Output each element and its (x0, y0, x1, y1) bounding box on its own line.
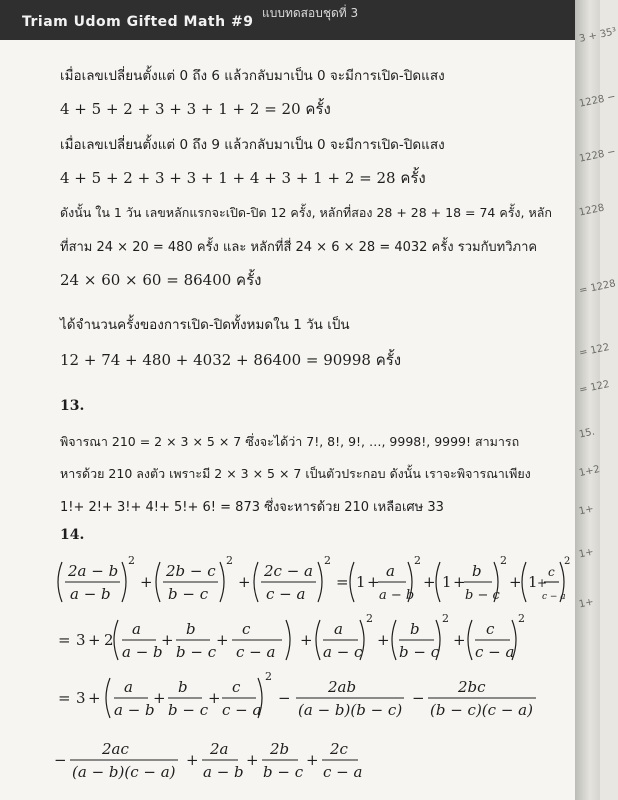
numerator: b (410, 620, 420, 638)
plus-sign: + (377, 631, 390, 649)
exponent: 2 (265, 670, 272, 683)
text-line: ที่สาม 24 × 20 = 480 ครั้ง และ หลักที่สี่ 24 × 6 × 28 = 4032 ครั้ง รวมกับทวิภาค (60, 240, 538, 255)
text-line: หารด้วย 210 ลงตัว เพราะมี 2 × 3 × 5 × 7 เป็นตัวประกอบ ดังนั้น เราจะพิจารณาเพียง (60, 466, 531, 481)
numerator: c (486, 620, 495, 638)
equation-row-2 (50, 610, 570, 670)
denominator: c − a (222, 701, 262, 719)
plus-sign: + (300, 631, 313, 649)
denominator: c − a (542, 592, 566, 602)
plus-sign: + (161, 631, 174, 649)
exponent: 2 (564, 556, 571, 567)
denominator: (a − b)(c − a) (72, 763, 176, 781)
denominator: c − a (236, 643, 276, 661)
plus-sign: + (216, 631, 229, 649)
denominator: c − a (475, 643, 515, 661)
page-header (0, 0, 575, 40)
denominator: b − c (399, 643, 440, 661)
denominator: (a − b)(b − c) (298, 701, 403, 719)
three: 3 (76, 631, 86, 649)
equation-row-3 (50, 668, 570, 728)
equals-sign: = (336, 573, 349, 591)
two: 2 (104, 631, 114, 649)
page-fragment: 1+ (578, 596, 595, 611)
text-line: เมื่อเลขเปลี่ยนตั้งแต่ 0 ถึง 9 แล้วกลับมาเป็น 0 จะมีการเปิด-ปิดแสง (60, 137, 445, 153)
three: 3 (76, 689, 86, 707)
page-fragment: 15. (578, 426, 596, 441)
exponent: 2 (324, 554, 331, 567)
numerator: c (232, 678, 241, 696)
text-line: ดังนั้น ใน 1 วัน เลขหลักแรกจะเปิด-ปิด 12 ครั้ง, หลักที่สอง 28 + 28 + 18 = 74 ครั้ง, หลัก (60, 205, 552, 220)
denominator: (b − c)(c − a) (430, 701, 533, 719)
numerator: 2b − c (166, 562, 216, 580)
exponent: 2 (366, 612, 373, 625)
page-fragment: 1+ (578, 503, 595, 518)
numerator: c (242, 620, 251, 638)
text-line: ได้จำนวนครั้งของการเปิด-ปิดทั้งหมดใน 1 วัน เป็น (60, 317, 350, 333)
plus-sign: + (453, 573, 466, 591)
plus-sign: + (246, 751, 259, 769)
exponent: 2 (500, 554, 507, 567)
numerator: 2ab (328, 678, 357, 696)
plus-sign: + (537, 576, 548, 590)
page-fragment: 1+ (578, 546, 595, 561)
page-fragment: = 122 (578, 341, 611, 360)
one: 1 (528, 573, 538, 591)
denominator: c − a (323, 763, 363, 781)
denominator: a − c (323, 643, 363, 661)
page-fragment: 1+2 (578, 463, 602, 480)
numerator: a (386, 562, 395, 580)
problem-number-14: 14. (60, 527, 85, 543)
plus-sign: + (153, 689, 166, 707)
numerator: a (132, 620, 141, 638)
numerator: 2a (210, 740, 229, 758)
denominator: c − a (266, 585, 306, 603)
equation-line: 4 + 5 + 2 + 3 + 3 + 1 + 4 + 3 + 1 + 2 = 28 ครั้ง (60, 169, 426, 187)
exponent: 2 (414, 554, 421, 567)
plus-sign: + (453, 631, 466, 649)
numerator: 2c − a (264, 562, 313, 580)
denominator: a − b (379, 588, 415, 603)
denominator: a − b (114, 701, 155, 719)
equation-line: 12 + 74 + 480 + 4032 + 86400 = 90998 ครั้ง (60, 351, 402, 369)
minus-sign: − (278, 689, 291, 707)
exponent: 2 (518, 612, 525, 625)
equals-sign: = (58, 689, 71, 707)
denominator: a − b (70, 585, 111, 603)
book-title: Triam Udom Gifted Math #9 (22, 14, 254, 30)
plus-sign: + (88, 689, 101, 707)
exponent: 2 (226, 554, 233, 567)
exponent: 2 (128, 554, 135, 567)
numerator: a (334, 620, 343, 638)
equation-row-1 (50, 552, 570, 612)
plus-sign: + (186, 751, 199, 769)
plus-sign: + (208, 689, 221, 707)
page-fragment: = 122 (578, 378, 611, 397)
denominator: b − c (176, 643, 217, 661)
minus-sign: − (412, 689, 425, 707)
exponent: 2 (442, 612, 449, 625)
plus-sign: + (306, 751, 319, 769)
one: 1 (442, 573, 452, 591)
numerator: 2c (330, 740, 348, 758)
equation-row-4 (50, 730, 570, 790)
page-fragment: 1228 − (578, 91, 617, 110)
page-fragment: 1228 (578, 202, 606, 219)
numerator: a (124, 678, 133, 696)
denominator: a − b (203, 763, 244, 781)
plus-sign: + (238, 573, 251, 591)
adjacent-page-edge (575, 0, 618, 800)
one: 1 (356, 573, 366, 591)
numerator: b (178, 678, 188, 696)
numerator: 2b (270, 740, 290, 758)
page-fragment: 1228 − (578, 146, 617, 165)
text-line: 1!+ 2!+ 3!+ 4!+ 5!+ 6! = 873 ซึ่งจะหารด้วย 210 เหลือเศษ 33 (60, 500, 444, 515)
page-fragment: = 1228 (578, 278, 617, 297)
numerator: b (472, 562, 482, 580)
plus-sign: + (423, 573, 436, 591)
equation-line: 24 × 60 × 60 = 86400 ครั้ง (60, 271, 262, 289)
text-line: เมื่อเลขเปลี่ยนตั้งแต่ 0 ถึง 6 แล้วกลับมาเป็น 0 จะมีการเปิด-ปิดแสง (60, 68, 445, 84)
plus-sign: + (509, 573, 522, 591)
numerator: 2bc (458, 678, 486, 696)
numerator: 2a − b (68, 562, 119, 580)
denominator: b − c (168, 701, 209, 719)
text-line: พิจารณา 210 = 2 × 3 × 5 × 7 ซึ่งจะได้ว่า 7!, 8!, 9!, …, 9998!, 9999! สามารถ (60, 434, 520, 449)
denominator: a − b (122, 643, 163, 661)
numerator: c (548, 565, 555, 579)
numerator: 2ac (102, 740, 129, 758)
plus-sign: + (140, 573, 153, 591)
plus-sign: + (88, 631, 101, 649)
section-title: แบบทดสอบชุดที่ 3 (262, 6, 359, 20)
denominator: b − c (263, 763, 304, 781)
numerator: b (186, 620, 196, 638)
minus-sign: − (54, 751, 67, 769)
problem-number-13: 13. (60, 398, 85, 414)
plus-sign: + (367, 573, 380, 591)
page-fragment: 3 + 35³ (578, 26, 618, 45)
denominator: b − c (168, 585, 209, 603)
equals-sign: = (58, 631, 71, 649)
equation-line: 4 + 5 + 2 + 3 + 3 + 1 + 2 = 20 ครั้ง (60, 100, 331, 118)
denominator: b − c (465, 588, 500, 603)
